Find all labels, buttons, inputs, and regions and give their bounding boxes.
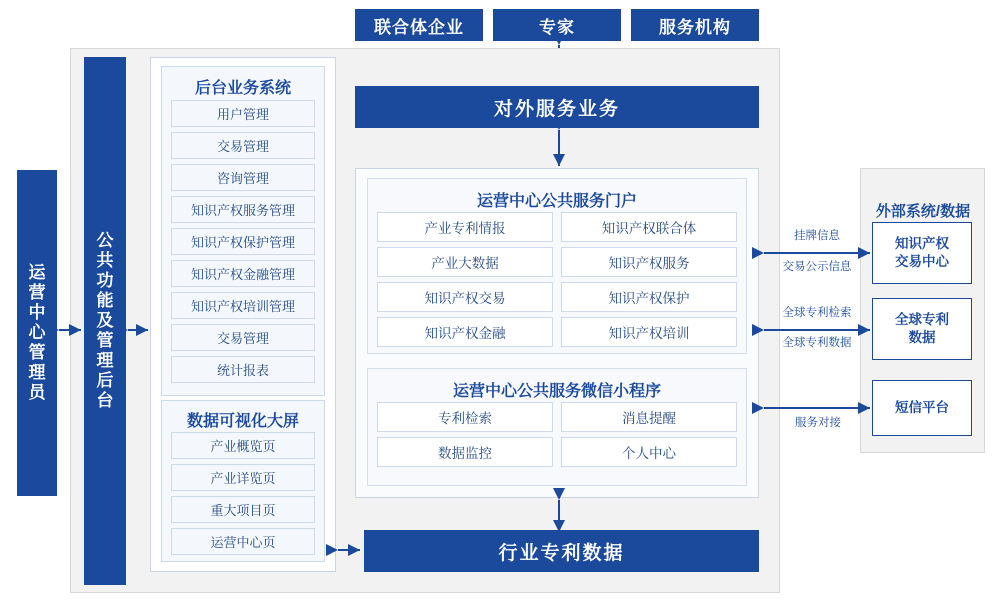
portal-item-0[interactable]: 产业专利情报 [377,212,553,242]
portal-item-7[interactable]: 知识产权培训 [561,317,737,347]
connector-label-listing-info: 挂牌信息 [794,230,840,242]
platform-bar-common-functions [84,57,126,585]
portal-title: 运营中心公共服务门户 [476,193,637,210]
role-bar-operation-admin-label: 运 营 中 心 管 理 员 [28,262,46,403]
portal-item-6[interactable]: 知识产权金融 [377,317,553,347]
backend-item-1[interactable]: 交易管理 [171,132,315,159]
visualization-item-2[interactable]: 重大项目页 [171,496,315,523]
visualization-item-0[interactable]: 产业概览页 [171,432,315,459]
miniprogram-title: 运营中心公共服务微信小程序 [452,383,661,400]
backend-item-6[interactable]: 知识产权培训管理 [171,292,315,319]
connector-label-global-patent-data: 全球专利数据 [782,337,852,349]
admin-to-platform-arrow [57,322,85,338]
actor-box-expert[interactable]: 专家 [493,9,621,41]
miniprogram-item-3[interactable]: 个人中心 [561,437,737,467]
backend-item-3[interactable]: 知识产权服务管理 [171,196,315,223]
platform-bar-common-functions-label: 公 共 功 能 及 管 理 后 台 [96,230,114,411]
backend-item-5[interactable]: 知识产权金融管理 [171,260,315,287]
portal-item-1[interactable]: 知识产权联合体 [561,212,737,242]
miniprogram-item-0[interactable]: 专利检索 [377,402,553,432]
miniprogram-item-2[interactable]: 数据监控 [377,437,553,467]
actor-box-consortium[interactable]: 联合体企业 [355,9,483,41]
portal-item-5[interactable]: 知识产权保护 [561,282,737,312]
backend-item-8[interactable]: 统计报表 [171,356,315,383]
portal-item-4[interactable]: 知识产权交易 [377,282,553,312]
visualization-item-1[interactable]: 产业详览页 [171,464,315,491]
backend-item-4[interactable]: 知识产权保护管理 [171,228,315,255]
external-service-bar: 对外服务业务 [355,86,759,128]
backend-item-0[interactable]: 用户管理 [171,100,315,127]
actor-box-service-org[interactable]: 服务机构 [631,9,759,41]
backend-item-2[interactable]: 咨询管理 [171,164,315,191]
visualization-title: 数据可视化大屏 [186,413,299,430]
visualization-to-industry-data-arrow [336,542,364,558]
visualization-item-3[interactable]: 运营中心页 [171,528,315,555]
platform-to-backend-arrow [126,322,152,338]
external-system-sms-label: 短信平台 [895,400,949,416]
external-system-ip-exchange[interactable] [872,222,972,284]
portal-item-3[interactable]: 知识产权服务 [561,247,737,277]
miniprogram-item-1[interactable]: 消息提醒 [561,402,737,432]
external-system-global-patent-label: 全球专利 数据 [895,312,949,345]
external-systems-title: 外部系统/数据 [875,203,971,220]
external-system-global-patent[interactable] [872,298,972,360]
connector-label-global-patent-search: 全球专利检索 [782,307,852,319]
industry-patent-data-bar-text: 行业专利数据 [498,542,625,564]
role-bar-operation-admin [17,170,57,496]
backend-item-7[interactable]: 交易管理 [171,324,315,351]
backend-system-title: 后台业务系统 [194,80,291,97]
external-system-sms[interactable] [872,380,972,436]
external-system-ip-exchange-label: 知识产权 交易中心 [895,236,949,269]
connector-label-transaction-public-info: 交易公示信息 [782,261,852,273]
portal-item-2[interactable]: 产业大数据 [377,247,553,277]
connector-label-service-docking: 服务对接 [795,417,841,429]
service-to-portal-arrow [545,128,575,170]
